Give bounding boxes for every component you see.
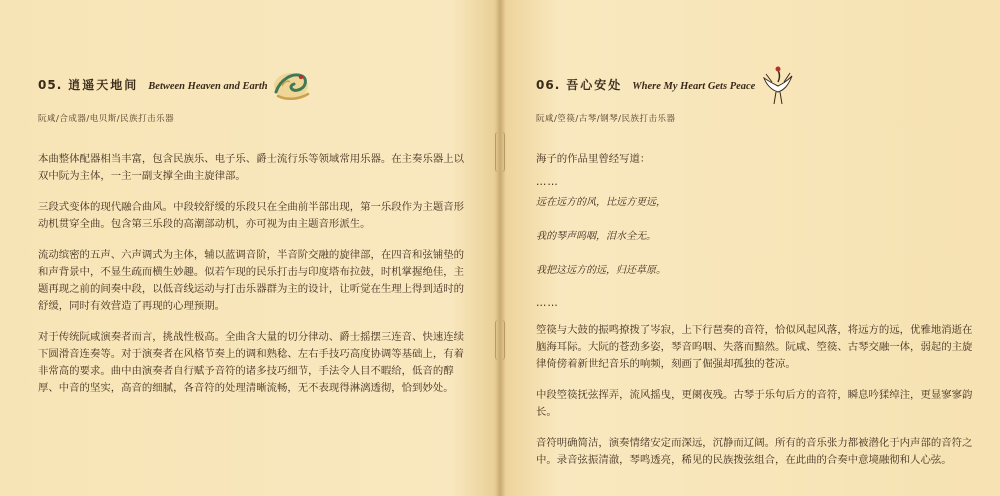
track-title-row — [38, 76, 268, 93]
center-fold — [494, 0, 506, 496]
track-title-en: Where My Heart Gets Peace — [632, 81, 756, 92]
description-paragraph: 音符明确简洁，演奏情绪安定而深远，沉静而辽阔。所有的音乐张力都被潜化于内声部的音符之中。录音弦振清澈，琴鸣透亮，稀见的民族拨弦组合，在此曲的合奏中意境融彻和人心弦。 — [536, 437, 973, 466]
ellipsis-line: …… — [536, 176, 559, 188]
staple-bottom — [495, 320, 505, 360]
track-description — [38, 151, 470, 411]
description-paragraph: 对于传统阮咸演奏者而言，挑战性极高。全曲含大量的切分律动、爵士摇摆三连音、快速连续下圆滑音连奏等。对于演奏者在风格节奏上的调和熟稔、左右手技巧高度协调等基础上，有着非常高的要求。曲中由演奏者自行赋予音符的诸多技巧细节，手法令人目不暇给，低音的醇厚、中音的坚实，高音的细腻，各音符的处理清晰流畅，无不表现得淋漓透彻，恰到妙处。 — [38, 331, 465, 394]
description-paragraph: 三段式变体的现代融合曲风。中段较舒缓的乐段只在全曲前半部出现，第一乐段作为主题音形动机贯穿全曲。包含第三乐段的高潮部动机，亦可视为由主题音形派生。 — [38, 201, 465, 230]
description-paragraph: 流动缤密的五声、六声调式为主体，辅以蓝调音阶，半音阶交融的旋律部，在四音和弦铺垫的和声背景中，不显生疏而横生妙趣。似若乍现的民乐打击与印度塔布拉鼓，时机掌握绝佳，主题再现之前的间奏中段，以低音线运动与打击乐器群为主的设计，让听觉在生理上得到适时的舒缓，同时有效营造了再现的心理预期。 — [38, 249, 465, 312]
crane-emblem-icon — [758, 64, 798, 108]
description-paragraph: 箜篌与大鼓的振鸣撩拨了岑寂，上下行琶奏的音符，恰似风起风落，将远方的远，优雅地消逝在脑海耳际。大阮的苍劲多姿，琴音呜咽、失落而黯然。阮咸、箜篌、古琴交融一体，弱起的主旋律倚傍着新世纪音乐的响频，刻画了倔强却孤独的苍凉。 — [536, 324, 973, 370]
left-page — [0, 0, 494, 496]
track-title-row — [536, 76, 755, 93]
dragon-emblem-icon — [268, 62, 314, 104]
description-paragraph: 本曲整体配器相当丰富，包含民族乐、电子乐、爵士流行乐等领域常用乐器。在主奏乐器上以双中阮为主体，一主一副支撑全曲主旋律部。 — [38, 153, 465, 182]
description-paragraph: 中段箜篌抚弦挥弄，流风摇曳，更阑夜残。古琴于乐句后方的音符，瞬息吟猱绰注，更显寥寥韵长。 — [536, 389, 973, 418]
ellipsis-line: …… — [536, 297, 559, 309]
poem-line: 远在远方的风，比远方更远， — [536, 197, 666, 208]
track-title-cn: 吾心安处 — [566, 78, 623, 92]
right-page — [506, 0, 1000, 496]
staple-top — [495, 132, 505, 172]
poem-line: 我的琴声呜咽，泪水全无。 — [536, 231, 656, 242]
instrument-list: 阮咸/箜篌/古琴/钢琴/民族打击乐器 — [536, 114, 676, 124]
track-title-cn: 逍遥天地间 — [68, 78, 139, 92]
track-title-en: Between Heaven and Earth — [148, 81, 268, 92]
intro-line: 海子的作品里曾经写道： — [536, 153, 651, 165]
poem-line: 我把这远方的远，归还草原。 — [536, 265, 666, 276]
track-number: 06. — [536, 78, 561, 92]
track-description — [536, 151, 976, 483]
instrument-list: 阮咸/合成器/电贝斯/民族打击乐器 — [38, 114, 175, 124]
track-number: 05. — [38, 78, 63, 92]
